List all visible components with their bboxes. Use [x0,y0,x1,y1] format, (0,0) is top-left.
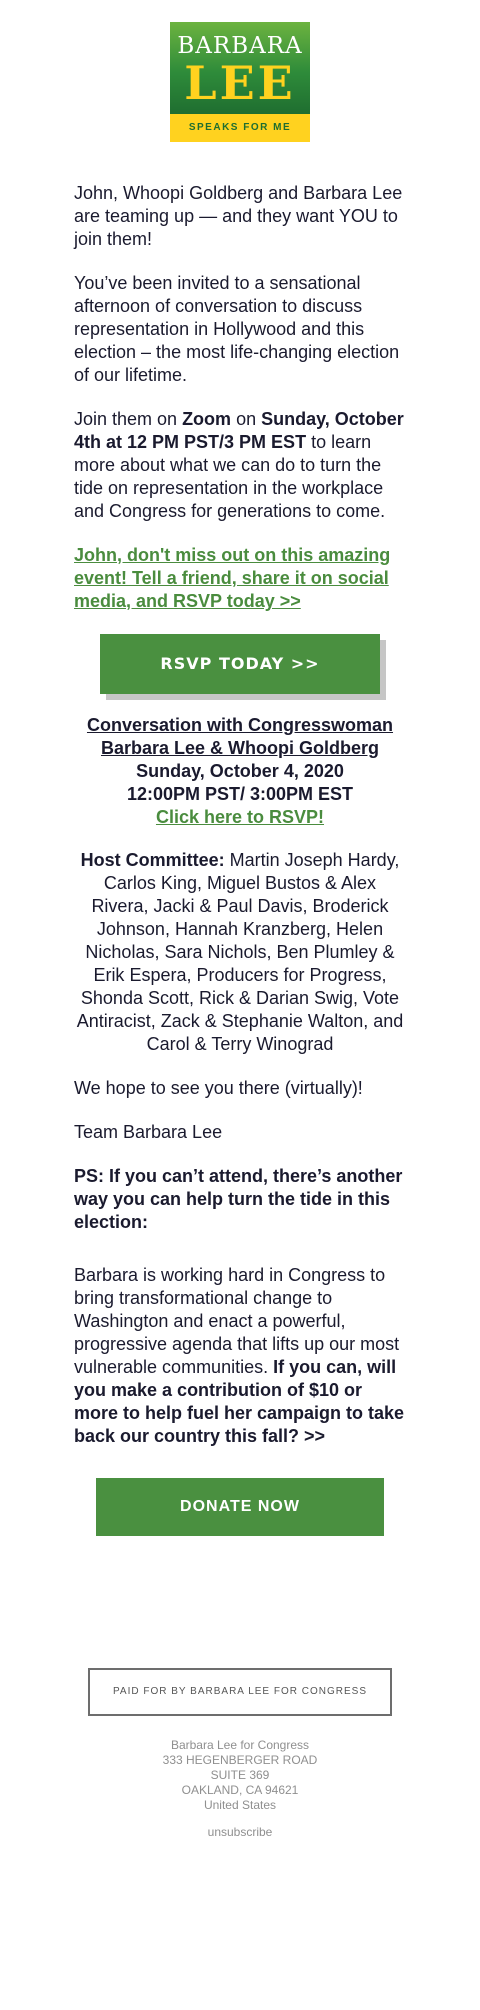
ps-text: PS: If you can’t attend, there’s another way you can help turn the tide in this election: [74,1166,403,1232]
join-paragraph [74,408,406,523]
address-line: United States [203,1798,277,1812]
join-text-c: to learn more about what we can do to turn the tide on representation in the workplace and Congress for generations to come. [74,432,386,521]
host-committee-label: Host Committee: [80,850,225,870]
footer-address [0,1738,480,1813]
click-to-rsvp-link[interactable]: Click here to RSVP! [155,807,325,827]
event-details [74,714,406,829]
host-committee-names: Martin Joseph Hardy, Carlos King, Miguel Bustos & Alex Rivera, Jacki & Paul Davis, Broderick Johnson, Hannah Kranzberg, Helen Nicholas, Sara Nichols, Ben Plumley & Erik Espera, Producers for Progress, Shonda Scott, Rick & Darian Swig, Vote Antiracist, Zack & Stephanie Walton, and Carol & Terry Winograd [76,850,404,1054]
appeal-bold: If you can, will you make a contribution of $10 or more to help fuel her campaign to take back our country this fall? >> [74,1357,405,1446]
event-title-line2: Barbara Lee & Whoopi Goldberg [100,738,380,758]
share-rsvp-link[interactable]: John, don't miss out on this amazing event! Tell a friend, share it on social media, and RSVP today >> [74,545,391,611]
intro-paragraph: John, Whoopi Goldberg and Barbara Lee are teaming up — and they want YOU to join them! [74,183,403,249]
email-body [0,22,480,1839]
barbara-lee-logo [170,22,310,142]
join-text-a: Join them on [74,409,183,429]
address-line: 333 HEGENBERGER ROAD [162,1753,318,1767]
hope-text: We hope to see you there (virtually)! [74,1078,363,1098]
donate-now-button[interactable]: DONATE NOW [96,1478,384,1536]
address-line: Barbara Lee for Congress [170,1738,310,1752]
host-committee [74,849,406,1056]
logo-tagline: SPEAKS FOR ME [170,114,310,142]
rsvp-today-button[interactable]: RSVP TODAY >> [100,634,380,694]
event-time: 12:00PM PST/ 3:00PM EST [126,784,354,804]
event-when-text: Sunday, October 4th at 12 PM PST/3 PM EST [74,409,404,452]
signoff-text: Team Barbara Lee [74,1122,223,1142]
event-title-line1: Conversation with Congresswoman [86,715,394,735]
main-content [0,182,480,613]
zoom-text: Zoom [182,409,232,429]
address-line: SUITE 369 [210,1768,270,1782]
address-line: OAKLAND, CA 94621 [181,1783,299,1797]
appeal-paragraph [74,1264,406,1448]
appeal-plain: Barbara is working hard in Congress to bring transformational change to Washington and enact a powerful, progressive agenda that lifts up our most vulnerable communities. [74,1265,400,1377]
unsubscribe-link[interactable]: unsubscribe [207,1825,273,1839]
paid-for-disclaimer: PAID FOR BY BARBARA LEE FOR CONGRESS [88,1668,392,1716]
logo-first-name: BARBARA [177,33,303,59]
cta-paragraph [74,544,406,613]
logo-green-block [170,22,310,114]
logo-last-name: LEE [184,56,296,110]
event-section [0,714,480,1448]
join-text-b: on [231,409,262,429]
event-date: Sunday, October 4, 2020 [136,761,344,781]
invite-paragraph: You’ve been invited to a sensational afternoon of conversation to discuss representation in Hollywood and this election – the most life-changing election of our lifetime. [74,273,400,385]
